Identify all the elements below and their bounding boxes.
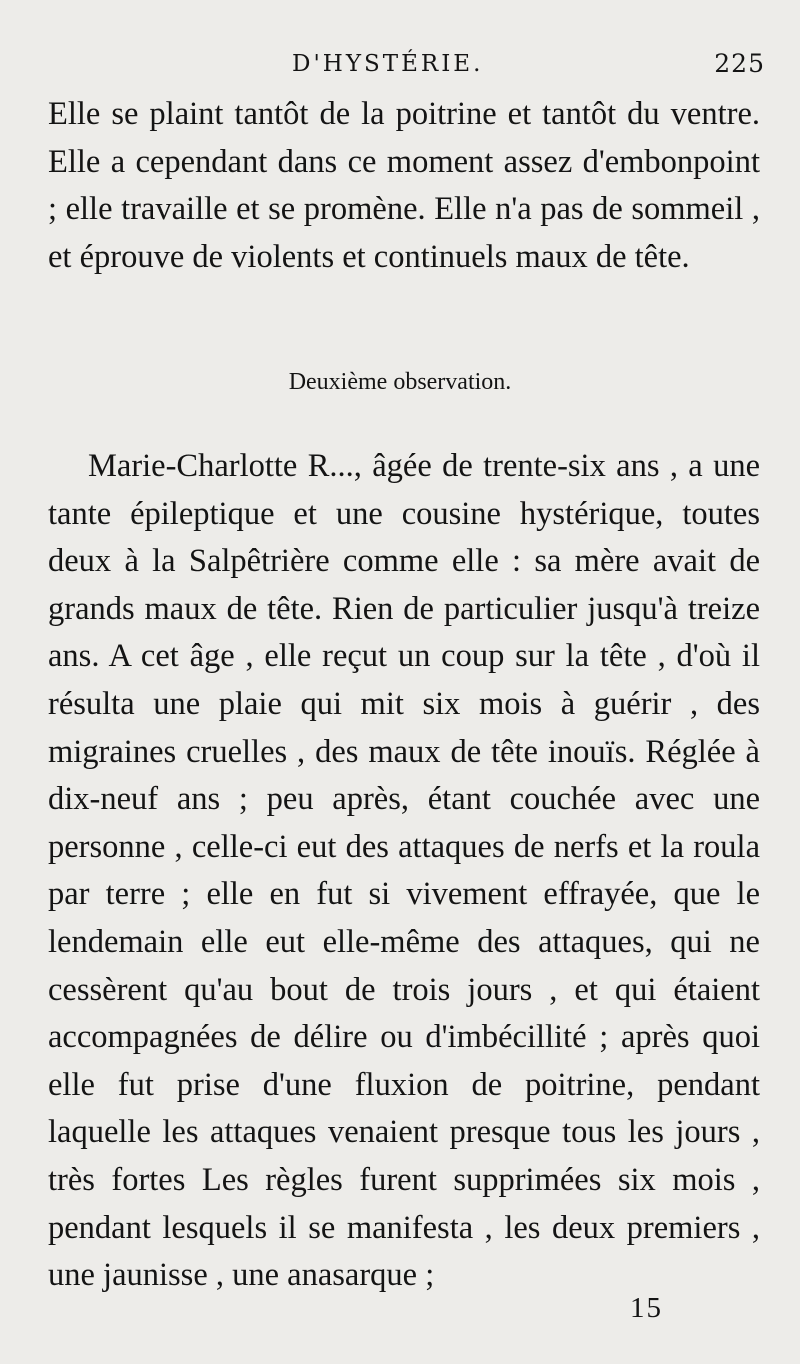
page-number: 225 xyxy=(714,49,765,78)
section-heading: Deuxième observation. xyxy=(288,369,512,395)
running-head xyxy=(0,44,800,84)
paragraph-continued: Elle se plaint tantôt de la poitrine et tantôt du ventre. Elle a cependant dans ce moment assez d'embonpoint ; elle travaille et se promène. Elle n'a pas de sommeil , et éprouve de violents et continuels maux de tête. xyxy=(48,96,760,275)
paragraph-observation: Marie-Charlotte R..., âgée de trente-six ans , a une tante épileptique et une cousine hystérique, toutes deux à la Salpêtrière comme elle : sa mère avait de grands maux de tête. Rien de particulier jusqu'à treize ans. A cet âge , elle reçut un coup sur la tête , d'où il résulta une plaie qui mit six mois à guérir , des migraines cruelles , des maux de tête inouïs. Réglée à dix-neuf ans ; peu après, étant couchée avec une personne , celle-ci eut des attaques de nerfs et la roula par terre ; elle en fut si vivement effrayée, que le lendemain elle eut elle-même des attaques, qui ne cessèrent qu'au bout de trois jours , et qui étaient accompagnées de délire ou d'imbécillité ; après quoi elle fut prise d'une fluxion de poitrine, pendant laquelle les attaques venaient presque tous les jours , très fortes Les règles furent supprimées six mois , pendant lesquels il se manifesta , les deux premiers , une jaunisse , une anasarque ; xyxy=(48,448,760,1294)
signature-mark: 15 xyxy=(630,1292,663,1324)
running-title: D'HYSTÉRIE. xyxy=(292,51,484,77)
